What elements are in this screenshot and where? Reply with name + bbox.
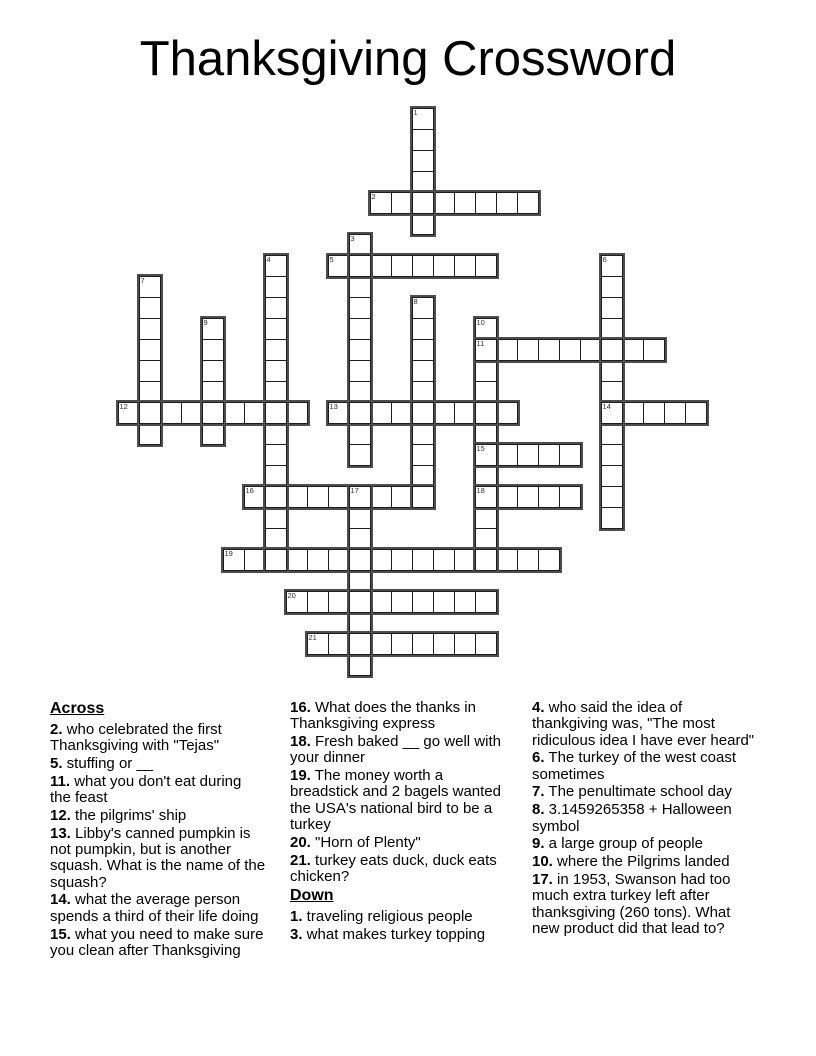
grid-cell xyxy=(601,423,623,445)
grid-cell xyxy=(391,486,413,508)
grid-cell xyxy=(412,360,434,382)
grid-cell xyxy=(496,402,518,424)
grid-cell xyxy=(349,633,371,655)
grid-cell xyxy=(370,591,392,613)
grid-cell xyxy=(412,549,434,571)
grid-cell xyxy=(265,486,287,508)
grid-cell xyxy=(223,402,245,424)
grid-cell xyxy=(412,633,434,655)
cell-number-15: 15 xyxy=(476,444,485,453)
grid-cell xyxy=(139,423,161,445)
clue-17: 17. in 1953, Swanson had too much extra turkey left after thanksgiving (260 tons). What new product did that lead to? xyxy=(532,870,731,937)
grid-cell xyxy=(349,570,371,592)
grid-cell xyxy=(391,549,413,571)
grid-cell xyxy=(601,486,623,508)
grid-cell xyxy=(496,444,518,466)
clue-3: 3. what makes turkey topping xyxy=(290,925,486,943)
grid-cell xyxy=(412,444,434,466)
clue-15: 15. what you need to make sure you clean after Thanksgiving xyxy=(50,925,264,959)
grid-cell xyxy=(265,549,287,571)
grid-cell xyxy=(286,486,308,508)
grid-cell xyxy=(412,465,434,487)
grid-cell xyxy=(412,402,434,424)
grid-cell xyxy=(307,633,329,655)
cell-number-17: 17 xyxy=(350,486,359,495)
grid-cell xyxy=(454,591,476,613)
clue-13: 13. Libby's canned pumpkin is not pumpkin, but is another squash. What is the name of the squash? xyxy=(50,824,266,891)
grid-cell xyxy=(265,465,287,487)
clue-2: 2. who celebrated the first Thanksgiving with "Tejas" xyxy=(50,721,222,755)
cell-number-20: 20 xyxy=(287,591,296,600)
grid-cell xyxy=(160,402,182,424)
grid-cell xyxy=(475,465,497,487)
grid-cell xyxy=(202,360,224,382)
grid-cell xyxy=(265,528,287,550)
clue-4: 4. who said the idea of thankgiving was, "The most ridiculous idea I have ever heard" xyxy=(532,699,755,749)
grid-cell xyxy=(538,486,560,508)
grid-cell xyxy=(664,402,686,424)
grid-cell xyxy=(307,591,329,613)
down-header: Down xyxy=(290,886,334,904)
grid-cell xyxy=(559,486,581,508)
clue-11: 11. what you don't eat during the feast xyxy=(50,772,242,807)
grid-cell xyxy=(118,402,140,424)
grid-cell xyxy=(601,507,623,529)
grid-cell xyxy=(496,549,518,571)
grid-cell xyxy=(202,381,224,403)
grid-cell xyxy=(454,633,476,655)
grid-cell xyxy=(349,528,371,550)
grid-cell xyxy=(433,549,455,571)
grid-cell xyxy=(349,591,371,613)
grid-cell xyxy=(139,360,161,382)
grid-cell xyxy=(265,381,287,403)
grid-cell xyxy=(412,381,434,403)
grid-cell xyxy=(370,633,392,655)
grid-cell xyxy=(391,591,413,613)
clue-1: 1. traveling religious people xyxy=(290,907,473,925)
cell-number-1: 1 xyxy=(413,108,418,117)
grid-cell xyxy=(370,486,392,508)
clue-8: 8. 3.1459265358 + Halloween symbol xyxy=(532,801,732,835)
grid-cell xyxy=(412,486,434,508)
grid-cell xyxy=(286,402,308,424)
grid-cell xyxy=(349,402,371,424)
grid-cell xyxy=(475,507,497,529)
grid-cell xyxy=(685,402,707,424)
grid-cell xyxy=(475,381,497,403)
grid-cell xyxy=(223,549,245,571)
cell-number-19: 19 xyxy=(224,549,233,558)
grid-cell xyxy=(139,402,161,424)
grid-cell xyxy=(265,444,287,466)
grid-cell xyxy=(475,591,497,613)
cell-number-5: 5 xyxy=(329,255,334,264)
grid-cell xyxy=(328,549,350,571)
grid-cell xyxy=(349,423,371,445)
clue-7: 7. The penultimate school day xyxy=(532,783,732,801)
clue-14: 14. what the average person spends a third of their life doing xyxy=(50,891,259,925)
across-header: Across xyxy=(50,700,105,717)
cell-number-10: 10 xyxy=(476,318,485,327)
cell-number-21: 21 xyxy=(308,633,317,642)
cell-number-3: 3 xyxy=(350,234,355,243)
grid-cell xyxy=(454,402,476,424)
cell-number-9: 9 xyxy=(203,318,208,327)
grid-cell xyxy=(517,549,539,571)
grid-cell xyxy=(475,402,497,424)
cell-number-14: 14 xyxy=(602,402,611,411)
grid-cell xyxy=(412,423,434,445)
grid-cell xyxy=(517,486,539,508)
grid-cell xyxy=(307,486,329,508)
clue-12: 12. the pilgrims' ship xyxy=(50,806,187,824)
cell-number-11: 11 xyxy=(476,339,485,348)
grid-cell xyxy=(496,486,518,508)
grid-cell xyxy=(328,633,350,655)
grid-cell xyxy=(349,486,371,508)
clue-column-2 xyxy=(290,700,530,944)
grid-cell xyxy=(202,423,224,445)
grid-cell xyxy=(412,591,434,613)
grid-cell xyxy=(349,549,371,571)
clue-5: 5. stuffing or __ xyxy=(50,755,154,773)
grid-cell xyxy=(181,402,203,424)
grid-cell xyxy=(286,591,308,613)
grid-cell xyxy=(433,633,455,655)
grid-cell xyxy=(370,549,392,571)
grid-cell xyxy=(475,360,497,382)
grid-cell xyxy=(475,486,497,508)
grid-cell xyxy=(538,549,560,571)
clue-20: 20. "Horn of Plenty" xyxy=(290,833,421,851)
cell-number-16: 16 xyxy=(245,486,254,495)
clue-6: 6. The turkey of the west coast sometimes xyxy=(532,749,736,783)
clue-10: 10. where the Pilgrims landed xyxy=(532,853,730,871)
grid-cell xyxy=(349,360,371,382)
grid-cell xyxy=(538,444,560,466)
grid-cell xyxy=(328,402,350,424)
grid-cell xyxy=(454,549,476,571)
grid-cell xyxy=(328,591,350,613)
grid-cell xyxy=(475,423,497,445)
grid-cell xyxy=(349,444,371,466)
clue-16: 16. What does the thanks in Thanksgiving express xyxy=(290,699,476,733)
cell-number-12: 12 xyxy=(119,402,128,411)
grid-cell xyxy=(265,360,287,382)
grid-cell xyxy=(475,444,497,466)
grid-cell xyxy=(244,549,266,571)
cell-number-18: 18 xyxy=(476,486,485,495)
grid-cell xyxy=(349,654,371,676)
clue-column-3 xyxy=(532,700,772,939)
grid-cell xyxy=(601,444,623,466)
grid-cell xyxy=(349,507,371,529)
clue-9: 9. a large group of people xyxy=(532,835,703,853)
grid-cell xyxy=(286,549,308,571)
clue-column-1 xyxy=(50,700,290,961)
grid-cell xyxy=(265,402,287,424)
grid-cell xyxy=(433,591,455,613)
grid-cell xyxy=(328,486,350,508)
cell-number-8: 8 xyxy=(413,297,418,306)
grid-cell xyxy=(601,381,623,403)
cell-number-4: 4 xyxy=(266,255,271,264)
grid-cell xyxy=(622,402,644,424)
clue-18: 18. Fresh baked __ go well with your dinner xyxy=(290,733,501,767)
grid-cell xyxy=(433,402,455,424)
grid-cell xyxy=(601,402,623,424)
cell-number-13: 13 xyxy=(329,402,338,411)
grid-cell xyxy=(244,486,266,508)
clue-19: 19. The money worth a breadstick and 2 bagels wanted the USA's national bird to be a turkey xyxy=(290,767,501,834)
grid-cell xyxy=(202,402,224,424)
grid-cell xyxy=(349,381,371,403)
grid-cell xyxy=(349,612,371,634)
grid-cell xyxy=(475,549,497,571)
grid-cell xyxy=(244,402,266,424)
grid-cell xyxy=(391,633,413,655)
grid-cell xyxy=(559,444,581,466)
cell-number-2: 2 xyxy=(371,192,376,201)
clue-21: 21. turkey eats duck, duck eats chicken? xyxy=(290,851,497,885)
grid-cell xyxy=(517,444,539,466)
page-title: Thanksgiving Crossword xyxy=(139,32,677,86)
grid-cell xyxy=(307,549,329,571)
grid-cell xyxy=(643,402,665,424)
grid-cell xyxy=(475,528,497,550)
grid-cell xyxy=(601,360,623,382)
cell-number-6: 6 xyxy=(602,255,607,264)
cell-number-7: 7 xyxy=(140,276,145,285)
grid-cell xyxy=(265,507,287,529)
grid-cell xyxy=(475,633,497,655)
grid-cell xyxy=(265,423,287,445)
grid-cell xyxy=(391,402,413,424)
grid-cell xyxy=(139,381,161,403)
grid-cell xyxy=(601,465,623,487)
grid-cell xyxy=(370,402,392,424)
